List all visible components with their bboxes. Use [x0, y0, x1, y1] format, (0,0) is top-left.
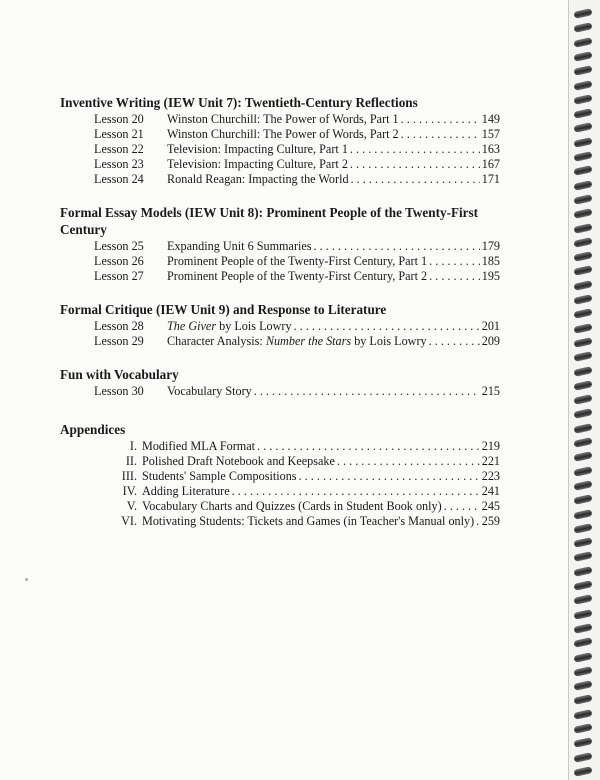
spiral-coil [573, 65, 592, 76]
toc-entry [60, 254, 500, 269]
spiral-coil [573, 266, 592, 277]
entry-title [167, 334, 427, 349]
spiral-coil [573, 37, 592, 48]
spiral-coil [573, 466, 592, 477]
spiral-coil [573, 51, 592, 62]
dot-leader [337, 454, 480, 469]
spiral-coil [573, 423, 592, 434]
page-number: 245 [481, 499, 500, 513]
toc-entry [60, 172, 500, 187]
entry-title: Winston Churchill: The Power of Words, Part 1 [167, 112, 399, 126]
lesson-label: Lesson 24 [94, 172, 144, 186]
spiral-coil [573, 351, 592, 362]
spiral-coil [573, 123, 592, 134]
spiral-coil [573, 94, 592, 105]
entry-title: Polished Draft Notebook and Keepsake [142, 454, 335, 468]
book-title-italic: Number the Stars [265, 334, 352, 348]
spiral-coil [573, 523, 592, 534]
spiral-coil [573, 237, 592, 248]
section-heading: Appendices [60, 422, 126, 437]
dot-leader [350, 157, 480, 172]
spiral-coil [573, 480, 592, 491]
page-number: 157 [481, 127, 500, 141]
dot-leader [429, 254, 480, 269]
entry-title-pre: Character Analysis: [167, 334, 266, 348]
section-heading: Formal Critique (IEW Unit 9) and Response to Literature [60, 302, 387, 317]
toc-section-formal-essay-models [60, 204, 500, 284]
toc-entry [60, 319, 500, 334]
lesson-label: Lesson 23 [94, 157, 144, 171]
toc-section-appendices [60, 421, 500, 529]
spiral-coil [573, 437, 592, 448]
lesson-label: Lesson 26 [94, 254, 144, 268]
appendix-numeral: III. [121, 469, 137, 483]
toc-entry [60, 439, 500, 454]
spiral-coil [573, 80, 592, 91]
spiral-coil [573, 309, 592, 320]
spiral-coil [573, 166, 592, 177]
entry-title: Television: Impacting Culture, Part 2 [167, 157, 348, 171]
page-number: 215 [481, 384, 500, 398]
page-number: 195 [481, 269, 500, 283]
paper-speck [25, 578, 28, 581]
entry-title-rest: by Lois Lowry [216, 319, 292, 333]
toc-entry [60, 454, 500, 469]
lesson-label: Lesson 20 [94, 112, 144, 126]
spiral-coil [573, 180, 592, 191]
spiral-coil [573, 637, 592, 648]
page-number: 171 [481, 172, 500, 186]
spiral-coil [573, 108, 592, 119]
page-number: 163 [481, 142, 500, 156]
dot-leader [254, 384, 480, 399]
toc-entry [60, 484, 500, 499]
spiral-coil [573, 294, 592, 305]
spiral-coil [573, 394, 592, 405]
appendix-numeral: VI. [121, 514, 137, 528]
section-heading: Fun with Vocabulary [60, 367, 179, 382]
dot-leader [429, 269, 480, 284]
spiral-coil [573, 380, 592, 391]
entry-title-rest: by Lois Lowry [351, 334, 427, 348]
toc-entry [60, 142, 500, 157]
dot-leader [232, 484, 480, 499]
lesson-label: Lesson 29 [94, 334, 144, 348]
toc-entry [60, 157, 500, 172]
lesson-label: Lesson 30 [94, 384, 144, 398]
dot-leader [476, 514, 480, 529]
spiral-coil [573, 194, 592, 205]
dot-leader [351, 172, 480, 187]
spiral-coil [573, 666, 592, 677]
page-number: 185 [481, 254, 500, 268]
spiral-binding [566, 0, 600, 780]
spiral-coil [573, 223, 592, 234]
spiral-coil [573, 566, 592, 577]
page-number: 201 [481, 319, 500, 333]
entry-title: Prominent People of the Twenty-First Century, Part 2 [167, 269, 428, 283]
lesson-label: Lesson 25 [94, 239, 144, 253]
entry-title: Television: Impacting Culture, Part 1 [167, 142, 348, 156]
entry-title: Ronald Reagan: Impacting the World [167, 172, 349, 186]
lesson-label: Lesson 28 [94, 319, 144, 333]
entry-title: Modified MLA Format [142, 439, 256, 453]
toc-entry [60, 499, 500, 514]
spiral-coil [573, 623, 592, 634]
book-title-italic: The Giver [167, 319, 217, 333]
spiral-coil [573, 151, 592, 162]
spiral-coil [573, 23, 592, 34]
page-number: 259 [481, 514, 500, 528]
appendix-numeral: I. [129, 439, 137, 453]
spiral-coil [573, 251, 592, 262]
toc-entry [60, 269, 500, 284]
spiral-coil [573, 337, 592, 348]
appendix-numeral: II. [125, 454, 137, 468]
toc-section-inventive-writing [60, 94, 500, 187]
spiral-coil [573, 709, 592, 720]
entry-title: Winston Churchill: The Power of Words, Part 2 [167, 127, 399, 141]
spiral-coil [573, 137, 592, 148]
section-heading: Inventive Writing (IEW Unit 7): Twentieth-Century Reflections [60, 95, 418, 110]
spiral-coil [573, 695, 592, 706]
dot-leader [429, 334, 480, 349]
page-number: 219 [481, 439, 500, 453]
toc-entry [60, 334, 500, 349]
dot-leader [401, 112, 480, 127]
dot-leader [299, 469, 480, 484]
toc-entry [60, 384, 500, 399]
page-number: 167 [481, 157, 500, 171]
lesson-label: Lesson 21 [94, 127, 144, 141]
toc-section-formal-critique [60, 301, 500, 349]
spiral-coil [573, 723, 592, 734]
toc-entry [60, 469, 500, 484]
dot-leader [444, 499, 480, 514]
entry-title: Vocabulary Charts and Quizzes (Cards in Student Book only) [142, 499, 442, 513]
spiral-coil [573, 738, 592, 749]
section-heading: Formal Essay Models (IEW Unit 8): Prominent People of the Twenty-First Century [60, 205, 479, 237]
spiral-coil [573, 652, 592, 663]
toc-entry [60, 514, 500, 529]
entry-title: Vocabulary Story [167, 384, 252, 398]
spiral-coil [573, 208, 592, 219]
table-of-contents [60, 94, 500, 546]
page-number: 241 [481, 484, 500, 498]
page-number: 221 [481, 454, 500, 468]
spiral-coil [573, 280, 592, 291]
spiral-coil [573, 509, 592, 520]
page-number: 223 [481, 469, 500, 483]
entry-title: Motivating Students: Tickets and Games (in Teacher's Manual only) [142, 514, 475, 528]
appendix-numeral: V. [126, 499, 137, 513]
lesson-label: Lesson 22 [94, 142, 144, 156]
dot-leader [401, 127, 480, 142]
spiral-coil [573, 8, 592, 19]
dot-leader [350, 142, 480, 157]
toc-entry [60, 127, 500, 142]
spiral-coil [573, 595, 592, 606]
spiral-coil [573, 752, 592, 763]
spiral-coil [573, 409, 592, 420]
dot-leader [314, 239, 480, 254]
spiral-coil [573, 766, 592, 777]
spiral-coil [573, 366, 592, 377]
toc-entry [60, 239, 500, 254]
spiral-coil [573, 494, 592, 505]
appendix-numeral: IV. [122, 484, 137, 498]
lesson-label: Lesson 27 [94, 269, 144, 283]
spiral-coil [573, 452, 592, 463]
toc-section-fun-with-vocabulary [60, 366, 500, 399]
spiral-coil [573, 323, 592, 334]
spiral-coil [573, 680, 592, 691]
page-number: 179 [481, 239, 500, 253]
spiral-coil [573, 537, 592, 548]
spiral-coil [573, 609, 592, 620]
entry-title: Prominent People of the Twenty-First Century, Part 1 [167, 254, 428, 268]
spiral-coil [573, 552, 592, 563]
entry-title: Students' Sample Compositions [142, 469, 297, 483]
entry-title: Adding Literature [142, 484, 230, 498]
dot-leader [257, 439, 480, 454]
page-number: 149 [481, 112, 500, 126]
entry-title: Expanding Unit 6 Summaries [167, 239, 312, 253]
toc-entry [60, 112, 500, 127]
entry-title [167, 319, 292, 334]
dot-leader [294, 319, 480, 334]
spiral-coil [573, 580, 592, 591]
page-number: 209 [481, 334, 500, 348]
